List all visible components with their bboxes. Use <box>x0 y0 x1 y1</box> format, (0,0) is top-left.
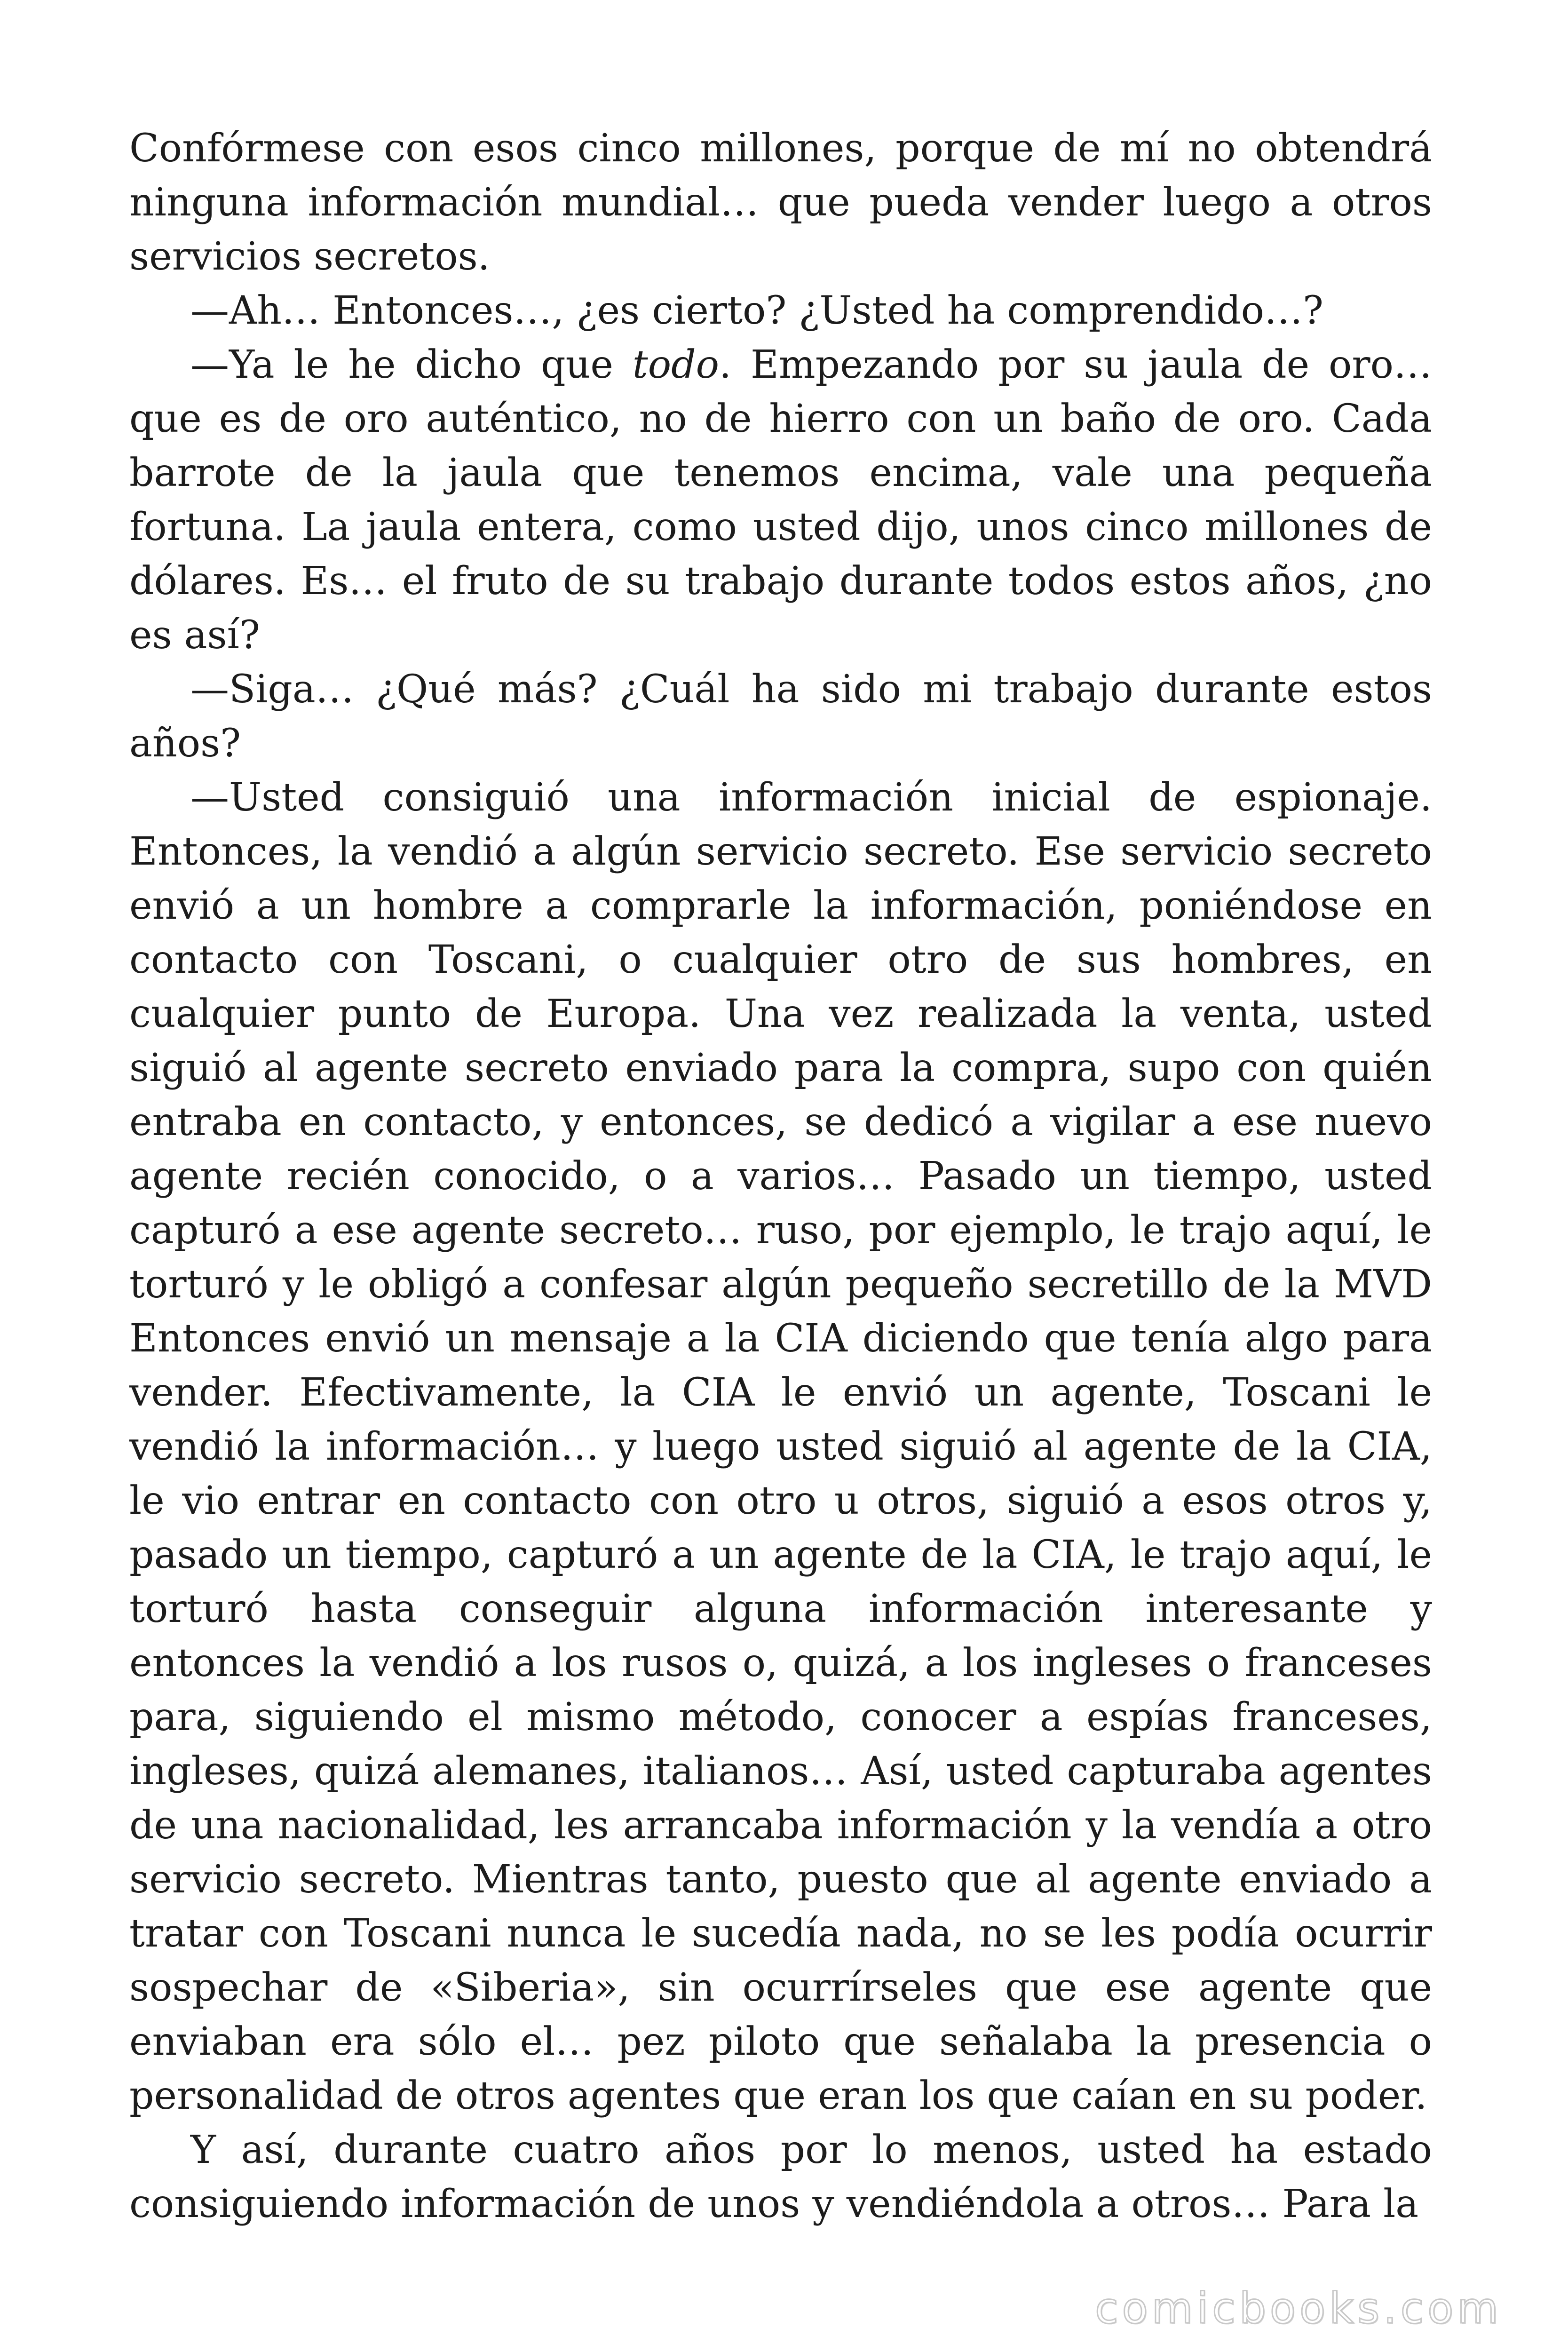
watermark: comicbooks.com <box>1095 2284 1502 2333</box>
paragraph-text: —Ya le he dicho que <box>190 342 633 387</box>
paragraph: Y así, durante cuatro años por lo menos, usted ha estado consiguiendo información de unos y vendiéndola a otros… Para la <box>129 2128 1432 2226</box>
paragraph: Confórmese con esos cinco millones, porque de mí no obtendrá ninguna información mundial… que pueda vender luego a otros servicios secretos. <box>129 126 1432 279</box>
paragraph: —Ah… Entonces…, ¿es cierto? ¿Usted ha comprendido…? <box>190 288 1323 333</box>
emphasized-word: todo <box>632 342 720 387</box>
page-body-text <box>129 121 1432 2231</box>
paragraph <box>129 338 1432 662</box>
paragraph: —Usted consiguió una información inicial de espionaje. Entonces, la vendió a algún servicio secreto. Ese servicio secreto envió a un hombre a comprarle la información, poniéndose en contacto con Toscani, o cualquier otro de sus hombres, en cualquier punto de Europa. Una vez realizada la venta, usted siguió al agente secreto enviado para la compra, supo con quién entraba en contacto, y entonces, se dedicó a vigilar a ese nuevo agente recién conocido, o a varios… Pasado un tiempo, usted capturó a ese agente secreto… ruso, por ejemplo, le trajo aquí, le torturó y le obligó a confesar algún pequeño secretillo de la MVD Entonces envió un mensaje a la CIA diciendo que tenía algo para vender. Efectivamente, la CIA le envió un agente, Toscani le vendió la información… y luego usted siguió al agente de la CIA, le vio entrar en contacto con otro u otros, siguió a esos otros y, pasado un tiempo, capturó a un agente de la CIA, le trajo aquí, le torturó hasta conseguir alguna información interesante y entonces la vendió a los rusos o, quizá, a los ingleses o franceses para, siguiendo el mismo método, conocer a espías franceses, ingleses, quizá alemanes, italianos… Así, usted capturaba agentes de una nacionalidad, les arrancaba información y la vendía a otro servicio secreto. Mientras tanto, puesto que al agente enviado a tratar con Toscani nunca le sucedía nada, no se les podía ocurrir sospechar de «Siberia», sin ocurrírseles que ese agente que enviaban era sólo el… pez piloto que señalaba la presencia o personalidad de otros agentes que eran los que caían en su poder. <box>129 775 1432 2118</box>
paragraph: —Siga… ¿Qué más? ¿Cuál ha sido mi trabajo durante estos años? <box>129 667 1432 766</box>
paragraph-text: . Empezando por su jaula de oro… que es de oro auténtico, no de hierro con un baño de oro. Cada barrote de la jaula que tenemos encima, vale una pequeña fortuna. La jaula entera, como usted dijo, unos cinco millones de dólares. Es… el fruto de su trabajo durante todos estos años, ¿no es así? <box>129 342 1432 658</box>
